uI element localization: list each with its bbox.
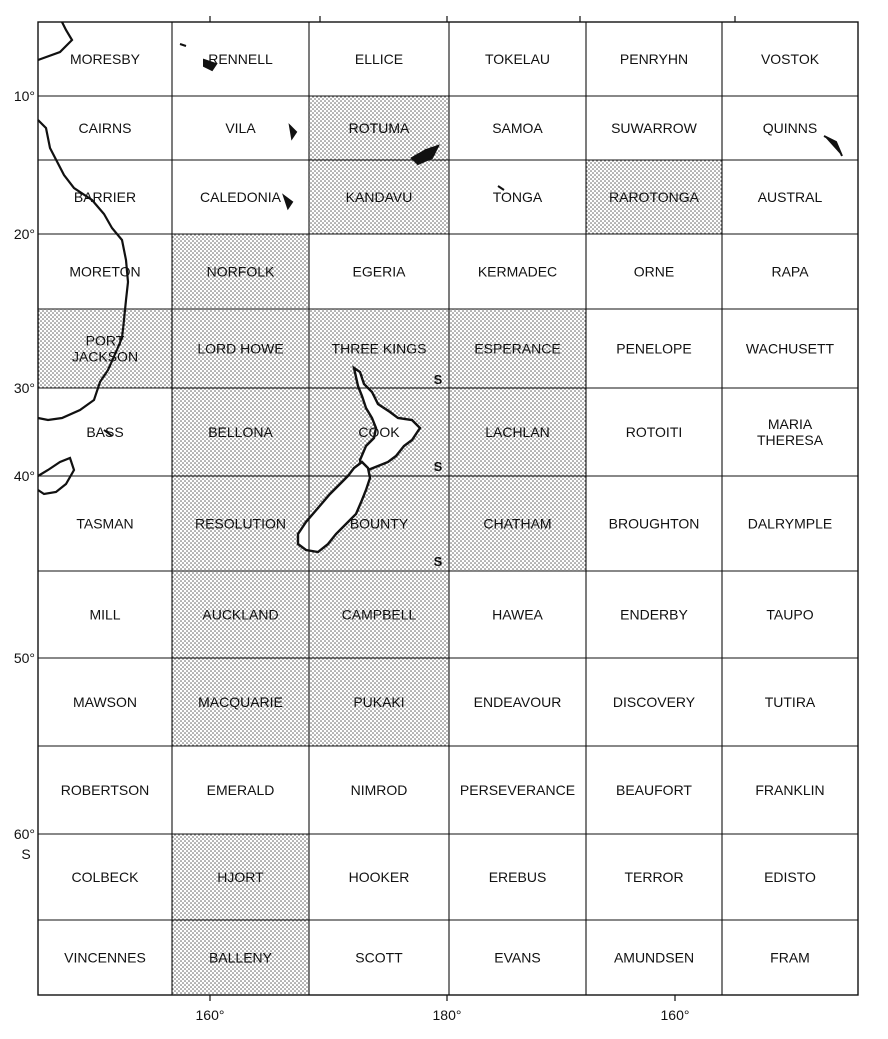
sheet-label: ROTUMA xyxy=(348,120,410,136)
sheet-label: HAWEA xyxy=(492,606,543,623)
sheet-label: TUTIRA xyxy=(764,694,816,710)
sheet-label: BARRIER xyxy=(73,189,137,205)
sheet-label: BROUGHTON xyxy=(608,515,700,532)
sheet-label: DALRYMPLE xyxy=(747,515,833,532)
sheet-label: RESOLUTION xyxy=(194,515,287,532)
sheet-label: FRAM xyxy=(770,949,810,966)
sheet-label: EMERALD xyxy=(206,782,275,798)
sheet-label: THREE KINGS xyxy=(331,340,427,357)
sheet-label: PERSEVERANCE xyxy=(459,782,576,798)
sheet-label: NIMROD xyxy=(350,782,408,798)
sheet-label: ORNE xyxy=(633,263,675,280)
longitude-label: 180° xyxy=(432,1007,462,1023)
sheet-label: NORFOLK xyxy=(206,263,275,280)
sheet-label: ROTOITI xyxy=(625,424,683,440)
sheet-label: KANDAVU xyxy=(345,189,413,205)
sheet-label: MORESBY xyxy=(69,51,141,67)
sheet-label: PORT JACKSON xyxy=(71,332,139,365)
sheet-label: AUSTRAL xyxy=(757,189,823,205)
sheet-label: CAMPBELL xyxy=(341,606,417,623)
sheet-label: EVANS xyxy=(494,949,541,966)
sheet-label: QUINNS xyxy=(762,120,818,136)
latitude-label: 20° xyxy=(13,226,35,242)
longitude-label: 160° xyxy=(660,1007,690,1023)
sheet-label: CAIRNS xyxy=(78,120,132,136)
sheet-label: TAUPO xyxy=(766,606,814,623)
sheet-label: TASMAN xyxy=(76,515,134,532)
sheet-label: EDISTO xyxy=(764,869,816,885)
sheet-label: VINCENNES xyxy=(64,949,146,966)
sheet-label: SUWARROW xyxy=(611,120,697,136)
shaded-sheets xyxy=(38,96,722,995)
sheet-label: PUKAKI xyxy=(353,694,405,710)
sheet-label: TOKELAU xyxy=(484,51,551,67)
sheet-label: COOK xyxy=(358,424,400,440)
hemisphere-label: S xyxy=(21,846,31,862)
sheet-label: EGERIA xyxy=(352,263,406,280)
sheet-label: PENRYHN xyxy=(619,51,689,67)
sheet-label: ENDERBY xyxy=(620,606,688,623)
sheet-label: KERMADEC xyxy=(477,263,558,280)
latitude-label: 40° xyxy=(13,468,35,484)
sheet-label: AUCKLAND xyxy=(202,606,279,623)
s-mark: S xyxy=(433,459,443,474)
sheet-label: ROBERTSON xyxy=(60,782,150,798)
sheet-label: BEAUFORT xyxy=(616,782,692,798)
sheet-label: BASS xyxy=(86,424,124,440)
sheet-label: HJORT xyxy=(217,869,264,885)
sheet-label: FRANKLIN xyxy=(755,782,825,798)
sheet-label: BALLENY xyxy=(208,949,273,966)
sheet-label: TONGA xyxy=(492,189,543,205)
sheet-label: MAWSON xyxy=(72,694,138,710)
sheet-label: WACHUSETT xyxy=(745,340,835,357)
sheet-label: MILL xyxy=(89,606,121,623)
sheet-label: HOOKER xyxy=(348,869,410,885)
sheet-label: VILA xyxy=(225,120,256,136)
sheet-label: DISCOVERY xyxy=(612,694,696,710)
s-mark: S xyxy=(433,554,443,569)
sheet-label: SAMOA xyxy=(492,120,543,136)
sheet-label: CHATHAM xyxy=(483,515,552,532)
sheet-label: MORETON xyxy=(69,263,141,280)
sheet-label: SCOTT xyxy=(355,949,403,966)
sheet-label: RAROTONGA xyxy=(609,189,699,205)
latitude-label: 10° xyxy=(13,88,35,104)
sheet-label: BELLONA xyxy=(208,424,273,440)
sheet-label: AMUNDSEN xyxy=(613,949,695,966)
sheet-label: LACHLAN xyxy=(485,424,550,440)
latitude-label: 50° xyxy=(13,650,35,666)
sheet-label: LORD HOWE xyxy=(197,340,284,357)
sheet-label: RAPA xyxy=(771,263,809,280)
sheet-label: TERROR xyxy=(624,869,684,885)
sheet-label: VOSTOK xyxy=(760,51,820,67)
s-mark: S xyxy=(433,372,443,387)
sheet-label: ESPERANCE xyxy=(474,340,561,357)
sheet-label: ELLICE xyxy=(354,51,404,67)
sheet-label: MACQUARIE xyxy=(198,694,283,710)
longitude-label: 160° xyxy=(195,1007,225,1023)
sheet-label: PENELOPE xyxy=(616,340,692,357)
sheet-label: RENNELL xyxy=(208,51,273,67)
sheet-label: MARIA THERESA xyxy=(756,416,824,448)
sheet-label: BOUNTY xyxy=(349,515,409,532)
latitude-label: 60° xyxy=(13,826,35,842)
sheet-label: COLBECK xyxy=(71,869,139,885)
sheet-label: CALEDONIA xyxy=(200,189,281,205)
sheet-label: EREBUS xyxy=(488,869,547,885)
latitude-label: 30° xyxy=(13,380,35,396)
sheet-label: ENDEAVOUR xyxy=(473,694,562,710)
